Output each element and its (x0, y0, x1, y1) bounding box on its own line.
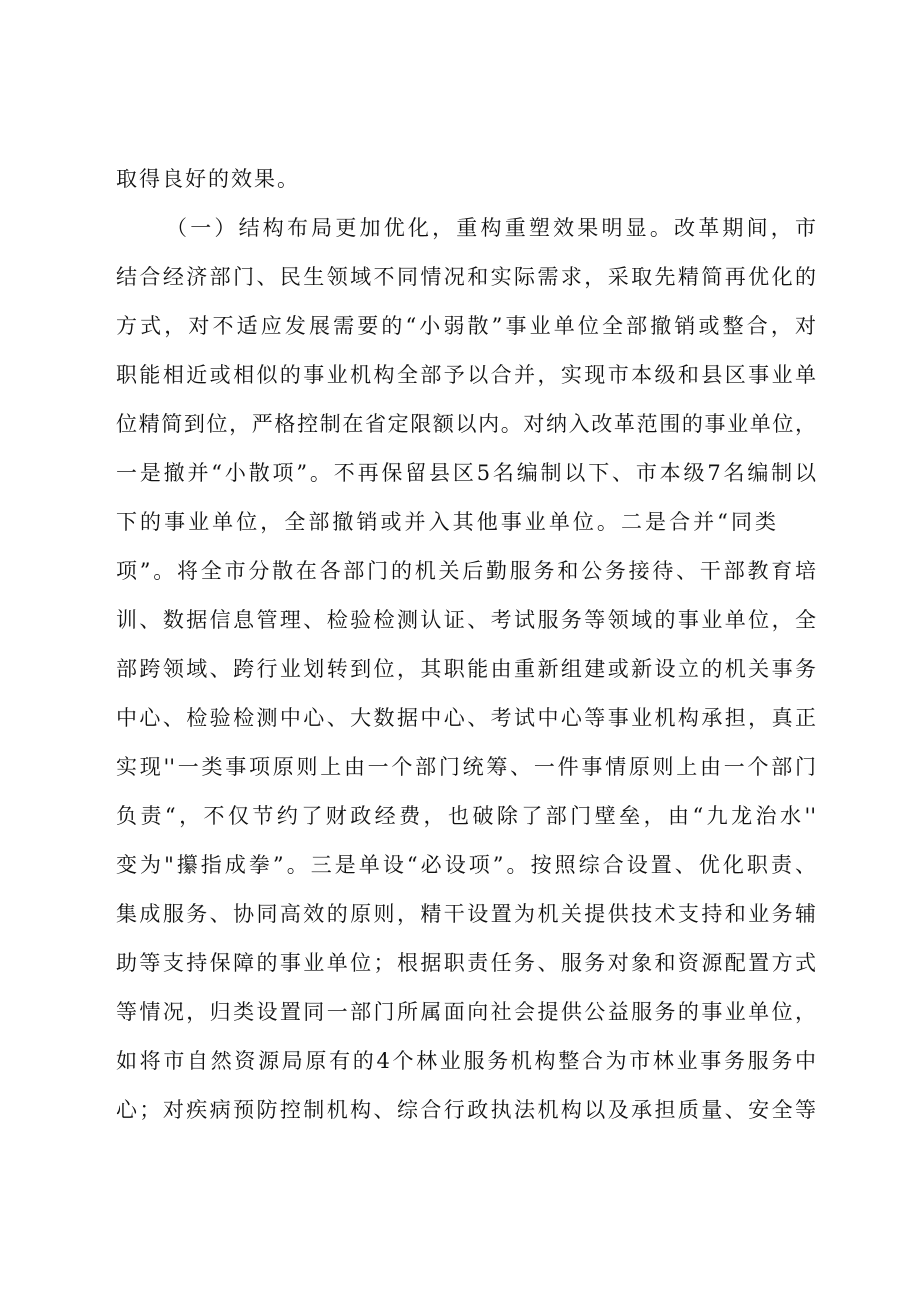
text-line-3: 结合经济部门、民生领域不同情况和实际需求，采取先精简再优化的 (116, 265, 816, 289)
text-line-20: 心；对疾病预防控制机构、综合行政执法机构以及承担质量、安全等 (116, 1098, 816, 1122)
text-line-9: 项”。将全市分散在各部门的机关后勤服务和公务接待、干部教育培 (116, 559, 816, 583)
text-line-6: 位精简到位，严格控制在省定限额以内。对纳入改革范围的事业单位， (116, 412, 816, 436)
text-line-5: 职能相近或相似的事业机构全部予以合并，实现市本级和县区事业单 (116, 363, 816, 387)
text-line-1: 取得良好的效果。 (116, 167, 300, 191)
text-line-13: 实现''一类事项原则上由一个部门统筹、一件事情原则上由一个部门 (116, 755, 816, 779)
text-line-18: 等情况，归类设置同一部门所属面向社会提供公益服务的事业单位， (116, 1000, 816, 1024)
text-line-4: 方式，对不适应发展需要的“小弱散”事业单位全部撤销或整合，对 (116, 314, 816, 338)
text-line-11: 部跨领域、跨行业划转到位，其职能由重新组建或新设立的机关事务 (116, 657, 816, 681)
section-heading-line: （一）结构布局更加优化，重构重塑效果明显。改革期间，市 (166, 216, 816, 240)
text-line-19: 如将市自然资源局原有的4个林业服务机构整合为市林业事务服务中 (116, 1049, 816, 1073)
text-line-7: 一是撤并“小散项”。不再保留县区5名编制以下、市本级7名编制以 (116, 461, 816, 485)
text-line-14: 负责“，不仅节约了财政经费，也破除了部门壁垒，由“九龙治水'' (116, 804, 816, 828)
text-line-15: 变为"攥指成拳”。三是单设“必设项”。按照综合设置、优化职责、 (116, 853, 816, 877)
text-line-12: 中心、检验检测中心、大数据中心、考试中心等事业机构承担，真正 (116, 706, 816, 730)
text-line-8: 下的事业单位，全部撤销或并入其他事业单位。二是合并“同类 (116, 510, 776, 534)
text-line-10: 训、数据信息管理、检验检测认证、考试服务等领域的事业单位，全 (116, 608, 816, 632)
text-line-16: 集成服务、协同高效的原则，精干设置为机关提供技术支持和业务辅 (116, 902, 816, 926)
text-line-17: 助等支持保障的事业单位；根据职责任务、服务对象和资源配置方式 (116, 951, 816, 975)
